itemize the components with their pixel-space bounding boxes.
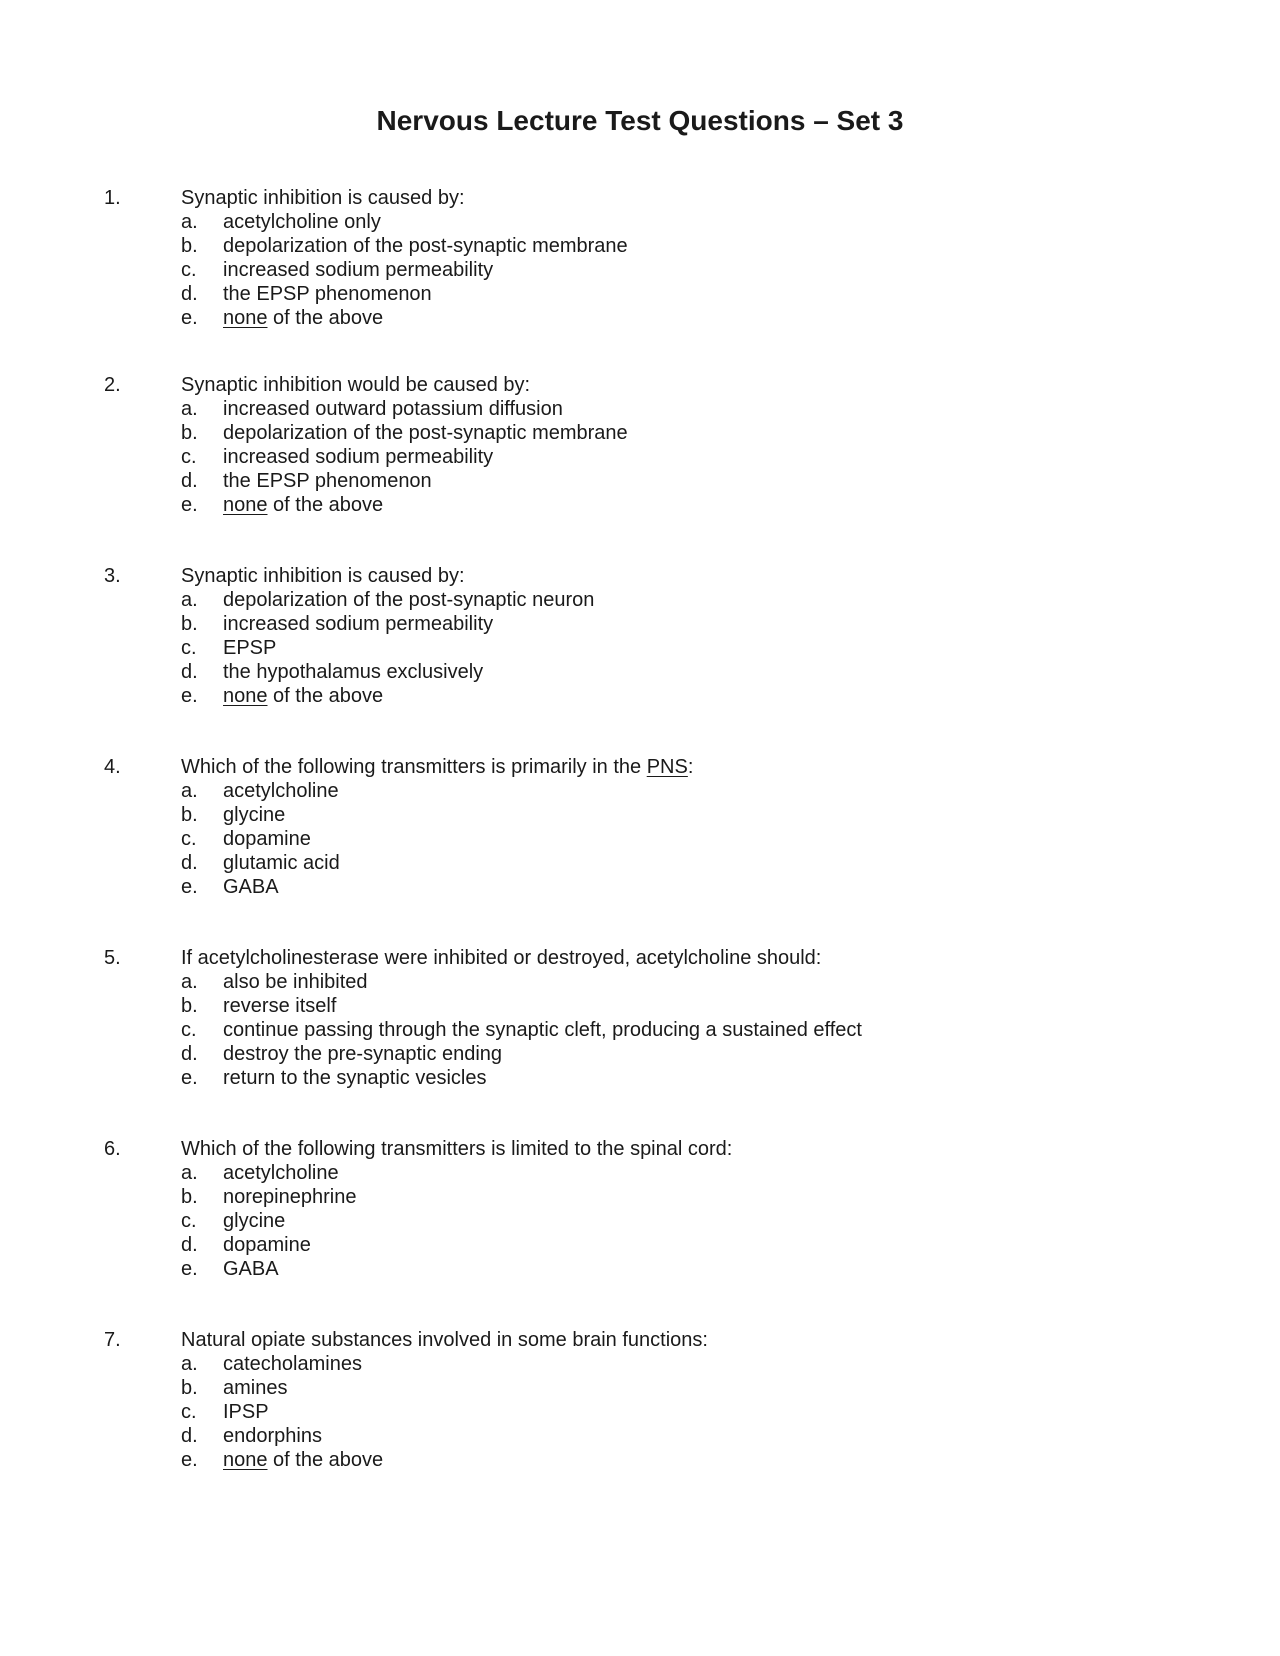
option-text: endorphins	[223, 1425, 322, 1447]
option-text: the EPSP phenomenon	[223, 283, 432, 305]
option-letter: b.	[181, 804, 198, 826]
option-letter: c.	[181, 828, 197, 850]
underlined-word: PNS	[646, 756, 688, 778]
option-text: increased sodium permeability	[223, 259, 494, 281]
option-letter: e.	[181, 1067, 198, 1089]
option-letter: d.	[181, 661, 198, 683]
option-text	[223, 306, 383, 330]
option-text: acetylcholine	[223, 780, 339, 802]
option-letter: c.	[181, 446, 197, 468]
option-text: acetylcholine only	[223, 211, 381, 233]
underlined-word: none	[223, 494, 268, 516]
option-letter: d.	[181, 1425, 198, 1447]
question-number: 2.	[104, 374, 121, 396]
option-letter: b.	[181, 1377, 198, 1399]
option-letter: b.	[181, 613, 198, 635]
option-text	[223, 684, 383, 708]
question-number: 3.	[104, 565, 121, 587]
option-text	[223, 493, 383, 517]
option-text: EPSP	[223, 637, 277, 659]
question-number: 1.	[104, 187, 121, 209]
option-text: glutamic acid	[223, 852, 340, 874]
option-text: increased sodium permeability	[223, 613, 494, 635]
question-number: 5.	[104, 947, 121, 969]
option-text: increased outward potassium diffusion	[223, 398, 563, 420]
option-letter: e.	[181, 685, 198, 707]
question-stem: Synaptic inhibition would be caused by:	[181, 374, 531, 396]
option-text: amines	[223, 1377, 288, 1399]
option-letter: e.	[181, 307, 198, 329]
option-text: norepinephrine	[223, 1186, 357, 1208]
question-stem: Natural opiate substances involved in some brain functions:	[181, 1329, 708, 1351]
option-letter: e.	[181, 494, 198, 516]
option-text: glycine	[223, 804, 286, 826]
option-text: the EPSP phenomenon	[223, 470, 432, 492]
question-stem-prefix: Which of the following transmitters is primarily in the	[181, 756, 647, 778]
option-letter: b.	[181, 995, 198, 1017]
option-letter: c.	[181, 1401, 197, 1423]
option-letter: a.	[181, 211, 198, 233]
option-text: depolarization of the post-synaptic membrane	[223, 422, 628, 444]
option-text: GABA	[223, 1258, 279, 1280]
question-stem	[181, 755, 693, 779]
option-letter: d.	[181, 470, 198, 492]
question-stem-suffix: :	[687, 756, 694, 778]
question-stem: Which of the following transmitters is limited to the spinal cord:	[181, 1138, 733, 1160]
option-text: catecholamines	[223, 1353, 362, 1375]
option-text: depolarization of the post-synaptic neuron	[223, 589, 595, 611]
question-number: 4.	[104, 756, 121, 778]
option-letter: d.	[181, 1234, 198, 1256]
option-letter: c.	[181, 637, 197, 659]
option-text: dopamine	[223, 1234, 311, 1256]
option-text: also be inhibited	[223, 971, 368, 993]
option-text: return to the synaptic vesicles	[223, 1067, 487, 1089]
option-text: glycine	[223, 1210, 286, 1232]
option-letter: c.	[181, 1210, 197, 1232]
option-letter: c.	[181, 259, 197, 281]
option-text: continue passing through the synaptic cleft, producing a sustained effect	[223, 1019, 862, 1041]
option-text: depolarization of the post-synaptic membrane	[223, 235, 628, 257]
option-letter: b.	[181, 235, 198, 257]
option-text	[223, 1448, 383, 1472]
option-letter: a.	[181, 1162, 198, 1184]
option-letter: d.	[181, 1043, 198, 1065]
option-letter: a.	[181, 589, 198, 611]
option-text-rest: of the above	[267, 1449, 384, 1471]
option-text: acetylcholine	[223, 1162, 339, 1184]
option-letter: a.	[181, 780, 198, 802]
option-text-rest: of the above	[267, 685, 384, 707]
option-letter: e.	[181, 1258, 198, 1280]
option-letter: b.	[181, 422, 198, 444]
question-stem: Synaptic inhibition is caused by:	[181, 187, 465, 209]
option-text: increased sodium permeability	[223, 446, 494, 468]
question-stem: If acetylcholinesterase were inhibited or destroyed, acetylcholine should:	[181, 947, 822, 969]
option-letter: d.	[181, 283, 198, 305]
question-number: 6.	[104, 1138, 121, 1160]
option-text: dopamine	[223, 828, 311, 850]
option-text: destroy the pre-synaptic ending	[223, 1043, 503, 1065]
underlined-word: none	[223, 307, 268, 329]
page-title: Nervous Lecture Test Questions – Set 3	[376, 105, 904, 136]
option-text: GABA	[223, 876, 279, 898]
option-letter: d.	[181, 852, 198, 874]
question-stem: Synaptic inhibition is caused by:	[181, 565, 465, 587]
underlined-word: none	[223, 685, 268, 707]
option-letter: a.	[181, 1353, 198, 1375]
underlined-word: none	[223, 1449, 268, 1471]
option-letter: b.	[181, 1186, 198, 1208]
option-letter: a.	[181, 398, 198, 420]
option-letter: e.	[181, 1449, 198, 1471]
option-text: the hypothalamus exclusively	[223, 661, 484, 683]
option-letter: e.	[181, 876, 198, 898]
option-text-rest: of the above	[267, 307, 384, 329]
option-text-rest: of the above	[267, 494, 384, 516]
option-text: reverse itself	[223, 995, 337, 1017]
question-number: 7.	[104, 1329, 121, 1351]
option-letter: c.	[181, 1019, 197, 1041]
option-letter: a.	[181, 971, 198, 993]
option-text: IPSP	[223, 1401, 269, 1423]
